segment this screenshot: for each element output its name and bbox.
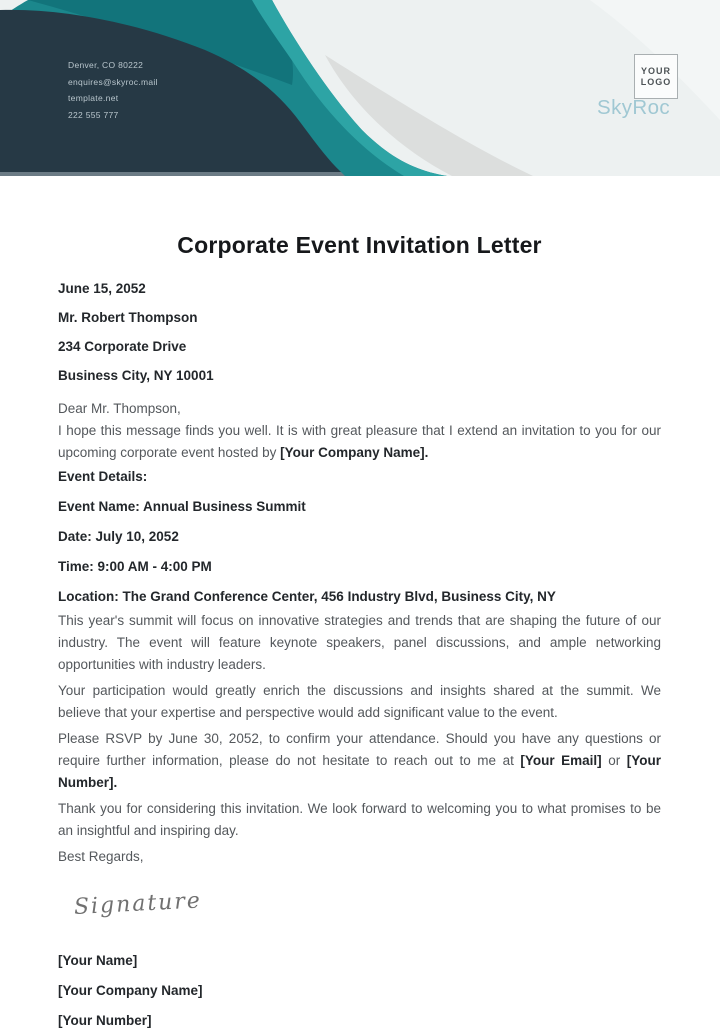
recipient-name: Mr. Robert Thompson [58,310,198,325]
logo-placeholder-text: YOUR LOGO [640,66,672,87]
event-location-line: Location: The Grand Conference Center, 456 Industry Blvd, Business City, NY [58,589,556,604]
letter-body [0,230,720,1028]
signoff-number: [Your Number] [58,1013,152,1028]
signoff-name: [Your Name] [58,953,138,968]
closing-line: Best Regards, [58,849,144,864]
event-name-line: Event Name: Annual Business Summit [58,499,306,514]
body-paragraph-thanks: Thank you for considering this invitation. We look forward to welcoming you to what promises to be an insightful and inspiring day. [58,801,661,838]
event-time-line: Time: 9:00 AM - 4:00 PM [58,559,212,574]
contact-line-website: template.net [68,93,119,103]
event-details-heading: Event Details: [58,469,148,484]
salutation: Dear Mr. Thompson, [58,401,181,416]
signature-block [58,954,661,1028]
body-paragraph-participation: Your participation would greatly enrich the discussions and insights shared at the summit. We believe that your expertise and perspective would add significant value to the event. [58,683,661,720]
logo-placeholder [634,54,678,99]
signature-script: Signature [73,888,203,920]
brand-name: SkyRoc [597,96,671,119]
body-paragraph-summit: This year's summit will focus on innovative strategies and trends that are shaping the future of our industry. The event will feature keynote speakers, panel discussions, and ample networking opportunities with industry leaders. [58,613,661,672]
letter-title: Corporate Event Invitation Letter [177,232,542,258]
recipient-city: Business City, NY 10001 [58,368,214,383]
date-line: June 15, 2052 [58,281,146,296]
event-date-line: Date: July 10, 2052 [58,529,179,544]
contact-line-address: Denver, CO 80222 [68,60,144,70]
contact-line-phone: 222 555 777 [68,109,119,120]
contact-block [68,57,158,123]
recipient-street: 234 Corporate Drive [58,339,187,354]
letterhead [0,0,720,176]
contact-line-email: enquires@skyroc.mail [68,76,158,87]
signoff-company: [Your Company Name] [58,983,203,998]
intro-paragraph: I hope this message finds you well. It is with great pleasure that I extend an invitation to you for our upcoming corporate event hosted by [Your Company Name]. [58,423,661,460]
body-paragraph-rsvp: Please RSVP by June 30, 2052, to confirm your attendance. Should you have any questions or require further information, please do not hesitate to reach out to me at [Your Email] or [Your Number]. [58,731,662,790]
